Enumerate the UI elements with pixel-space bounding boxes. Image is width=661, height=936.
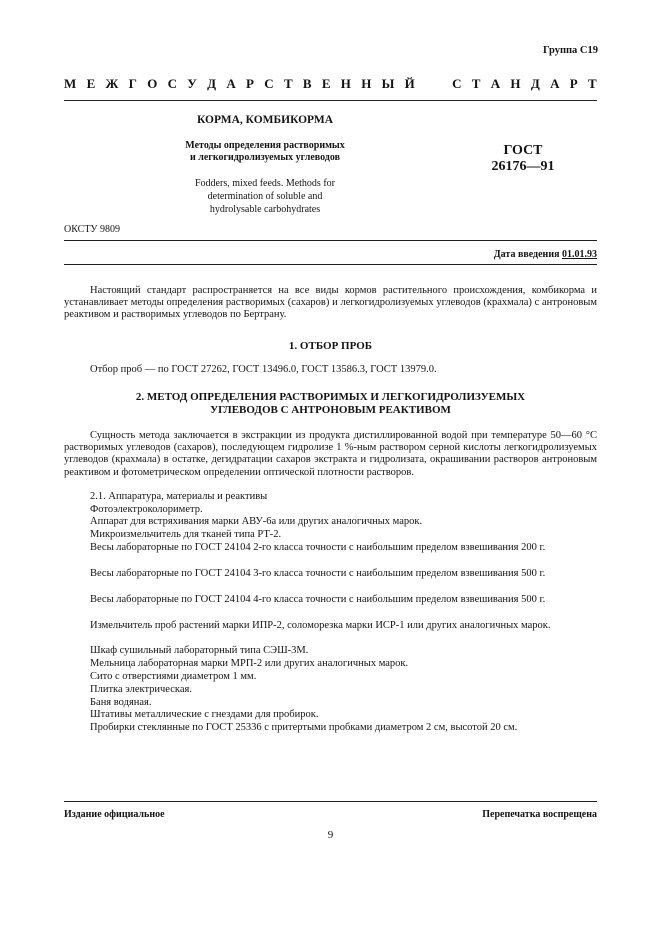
banner-letter: С <box>167 76 178 91</box>
sampling-paragraph: Отбор проб — по ГОСТ 27262, ГОСТ 13496.0, ГОСТ 13586.3, ГОСТ 13979.0. <box>90 364 437 375</box>
banner-letter: Е <box>86 76 96 91</box>
list-item: Измельчитель проб растений марки ИПР-2, соломорезка марки ИСР-1 или других аналогичных марок. <box>90 620 551 631</box>
banner-letter: Н <box>340 76 351 91</box>
banner-letter: Н <box>361 76 372 91</box>
document-subtitle: Методы определения растворимых и легкогидролизуемых углеводов <box>185 140 345 163</box>
banner-letter: У <box>187 76 197 91</box>
effective-date-value: 01.01.93 <box>562 249 597 260</box>
group-code: Группа С19 <box>542 45 598 56</box>
banner-letter: Р <box>246 76 254 91</box>
interstate-standard-banner <box>64 76 597 92</box>
list-item: Весы лабораторные по ГОСТ 24104 4-го класса точности с наибольшим пределом взвешивания 500 г. <box>90 594 546 605</box>
banner-letter: Т <box>587 76 597 91</box>
subsection-2-1: 2.1. Аппаратура, материалы и реактивы <box>90 491 268 502</box>
banner-letter: Т <box>471 76 481 91</box>
banner-letter: А <box>490 76 501 91</box>
gost-number: ГОСТ 26176—91 <box>491 143 555 174</box>
banner-letter: А <box>226 76 236 91</box>
banner-letter <box>439 76 442 92</box>
banner-letter: С <box>264 76 274 91</box>
list-item: Аппарат для встряхивания марки АВУ-6а или других аналогичных марок. <box>90 516 423 527</box>
banner-letter: В <box>302 76 312 91</box>
banner-letter: А <box>550 76 560 91</box>
list-item: Баня водяная. <box>90 697 152 708</box>
list-item: Весы лабораторные по ГОСТ 24104 3-го класса точности с наибольшим пределом взвешивания 500 г. <box>90 568 546 579</box>
banner-letter: Е <box>321 76 331 91</box>
banner-letter: Н <box>510 76 521 91</box>
banner-letter: Р <box>569 76 578 91</box>
banner-letter: Д <box>207 76 217 91</box>
footer-rule <box>64 801 597 802</box>
list-item: Весы лабораторные по ГОСТ 24104 2-го класса точности с наибольшим пределом взвешивания 200 г. <box>90 542 546 553</box>
banner-letter <box>425 76 428 92</box>
intro-paragraph: Настоящий стандарт распространяется на все виды кормов растительного происхождения, комбикорма и устанавливает методы определения растворимых (сахаров) и легкогидролизуемых углеводов (крахмала) с антроновым реактивом и растворимых углеводов по Бертрану. <box>64 285 597 321</box>
list-item: Штативы металлические с гнездами для пробирок. <box>90 709 319 720</box>
date-rule <box>64 264 597 265</box>
banner-letter: Й <box>404 76 415 91</box>
banner-letter: Ж <box>105 76 119 91</box>
banner-letter: Г <box>128 76 137 91</box>
list-item: Шкаф сушильный лабораторный типа СЭШ-3М. <box>90 645 309 656</box>
effective-date: Дата введения 01.01.93 <box>493 249 597 260</box>
english-title: Fodders, mixed feeds. Methods for determination of soluble and hydrolysable carbohydrates <box>195 178 335 215</box>
list-item: Сито с отверстиями диаметром 1 мм. <box>90 671 257 682</box>
banner-letter: Ы <box>381 76 395 91</box>
list-item: Микроизмельчитель для тканей типа РТ-2. <box>90 529 282 540</box>
list-item: Мельница лабораторная марки МРП-2 или других аналогичных марок. <box>90 658 409 669</box>
list-item: Фотоэлектроколориметр. <box>90 504 203 515</box>
official-edition-note: Издание официальное <box>64 809 165 820</box>
banner-letter: О <box>147 76 158 91</box>
list-item: Пробирки стеклянные по ГОСТ 25336 с притертыми пробками диаметром 2 см, высотой 20 см. <box>90 722 518 733</box>
document-title: КОРМА, КОМБИКОРМА <box>196 114 334 126</box>
method-essence-paragraph: Сущность метода заключается в экстракции из продукта дистиллированной водой при температуре 50—60 °С растворимых углеводов (сахаров), последующем гидролизе 1 %-ным раствором серной кислоты легкогидролизуемых углеводов (крахмала) в остатке, дегидратации сахаров экстракта и гидролизата, окрашивании растворов антроновым реактивом и фотометрическом определении оптической плотности растворов. <box>64 430 597 478</box>
section-1-heading: 1. ОТБОР ПРОБ <box>288 340 373 352</box>
banner-letter: Т <box>283 76 293 91</box>
page-number: 9 <box>327 829 334 841</box>
banner-letter: Д <box>530 76 540 91</box>
reprint-prohibited-note: Перепечатка воспрещена <box>482 809 597 820</box>
banner-letter: М <box>64 76 77 91</box>
header-rule <box>64 100 597 101</box>
section-2-heading: 2. МЕТОД ОПРЕДЕЛЕНИЯ РАСТВОРИМЫХ И ЛЕГКОГИДРОЛИЗУЕМЫХ УГЛЕВОДОВ С АНТРОНОВЫМ РЕАКТИВОМ <box>135 391 526 416</box>
okstu-code: ОКСТУ 9809 <box>64 224 121 235</box>
list-item: Плитка электрическая. <box>90 684 192 695</box>
okstu-rule <box>64 240 597 241</box>
banner-letter: С <box>452 76 462 91</box>
